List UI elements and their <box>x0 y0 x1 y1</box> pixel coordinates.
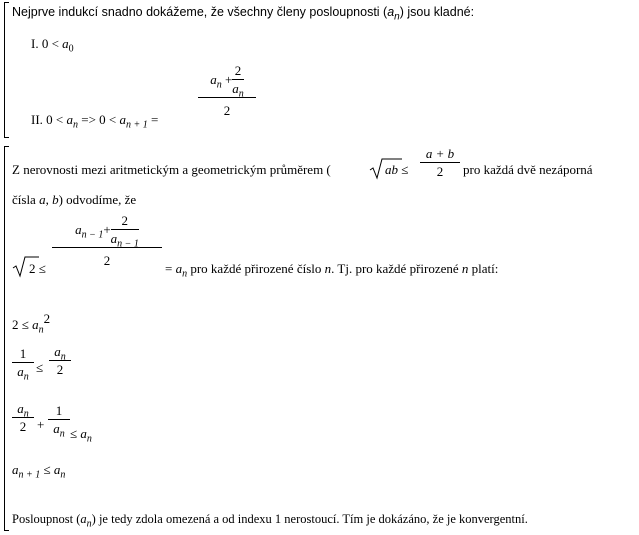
ineq-inner-num: 2 <box>121 213 129 228</box>
section-2-bracket <box>4 146 5 531</box>
conclusion-suffix: ) je tedy zdola omezená a od indexu 1 nerostoucí. Tím je dokázáno, že je konvergentní. <box>91 512 528 526</box>
step-1-sub: 0 <box>68 43 74 55</box>
step-2-num-sub: n <box>216 79 222 91</box>
r2-left-fraction <box>12 346 34 383</box>
ineq-text-b: . Tj. pro každé přirozené <box>331 261 462 276</box>
step-2-num-var: a <box>210 72 217 87</box>
step-1 <box>31 36 74 55</box>
r4-sub: n + 1 <box>18 469 41 481</box>
conclusion-prefix: Posloupnost ( <box>12 512 81 526</box>
r3-num2: 1 <box>55 403 63 418</box>
r3-num-sub: n <box>23 408 29 420</box>
ineq-num-plus: + <box>103 222 111 237</box>
step-1-label: I. 0 < <box>31 36 63 51</box>
ineq-fraction-denominator: 2 <box>103 253 111 268</box>
step-2-fraction-denominator: 2 <box>223 103 231 118</box>
r2-den-var: a <box>17 364 24 379</box>
intro-var: a <box>387 5 395 19</box>
sqrt-ab-arg: ab <box>385 162 398 177</box>
ineq-text-a: pro každé přirozené číslo <box>187 261 325 276</box>
step-2-inner-fraction <box>232 63 244 100</box>
conclusion-sub: n <box>86 518 92 530</box>
line-1-prefix: Z nerovnosti mezi aritmetickým a geometrickým průměrem ( <box>12 162 331 177</box>
ineq-leq: ≤ <box>35 261 46 276</box>
r3-den: 2 <box>19 419 27 434</box>
step-2-inner-den-var: a <box>232 81 239 96</box>
r1-var: a <box>32 317 39 332</box>
r3-plus: + <box>37 417 45 432</box>
line-2-a: čísla <box>12 192 40 207</box>
intro-suffix: ) jsou kladné: <box>399 5 475 19</box>
line-2-var-b: b <box>52 192 59 207</box>
r2-rden: 2 <box>56 362 64 377</box>
conclusion <box>12 512 528 530</box>
step-1-var: a <box>62 36 69 51</box>
r3-rsub: n <box>86 433 92 445</box>
ineq-num-sub: n − 1 <box>81 229 104 241</box>
sqrt-2-arg: 2 <box>29 261 36 276</box>
section-2-line-2 <box>12 193 136 206</box>
intro-prefix: Nejprve indukcí snadno dokážeme, že všechny členy posloupnosti ( <box>12 5 388 19</box>
r3-rvar: a <box>80 426 87 441</box>
ineq-var-n2: n <box>461 261 469 276</box>
line-2-comma: , <box>45 192 53 207</box>
step-2-inner-num: 2 <box>234 63 242 78</box>
r1-lhs: 2 ≤ <box>12 317 33 332</box>
r3-den2-var: a <box>53 421 60 436</box>
r4-leq: ≤ <box>40 462 54 477</box>
r3-second-fraction <box>48 403 70 440</box>
r1-sup: 2 <box>43 311 51 326</box>
ineq-var-n: n <box>324 261 332 276</box>
section-2-line-1 <box>12 163 331 176</box>
r2-rnum-sub: n <box>60 351 66 363</box>
ineq-eq: = <box>165 261 176 276</box>
step-2-label: II. 0 < <box>31 112 67 127</box>
intro-text <box>12 5 475 23</box>
r2-right-fraction <box>49 345 71 376</box>
step-2-var-b: a <box>119 112 126 127</box>
ineq-inner-den-sub: n − 1 <box>117 238 139 250</box>
step-2-fraction <box>198 64 256 117</box>
ineq-text-c: platí: <box>468 261 499 276</box>
r3-tail <box>70 426 92 445</box>
line-1-suffix: pro každá dvě nezáporná <box>463 162 593 177</box>
step-2-inner-den-sub: n <box>238 88 244 100</box>
step-2-implies: => 0 < <box>78 112 120 127</box>
r2-num: 1 <box>19 346 27 361</box>
line-2-var-a: a <box>39 192 46 207</box>
r2-leq: ≤ <box>36 360 44 375</box>
line-2-suffix: ) odvodíme, že <box>58 192 137 207</box>
ineq-inner-den-var: a <box>110 231 118 246</box>
section-1-bracket <box>4 2 5 138</box>
ineq-res-var: a <box>175 261 183 276</box>
result-4 <box>12 462 66 481</box>
conclusion-var: a <box>80 512 87 526</box>
step-2-var-a: a <box>66 112 73 127</box>
r3-first-fraction <box>12 402 34 433</box>
r2-den-sub: n <box>23 371 29 383</box>
ineq-res-sub: n <box>182 268 188 280</box>
am-gm-den: 2 <box>436 164 444 179</box>
r3-leq: ≤ <box>70 426 81 441</box>
intro-sub: n <box>394 11 400 23</box>
r4-var: a <box>12 462 19 477</box>
am-gm-num: a + b <box>425 146 455 161</box>
step-2-sub-b: n + 1 <box>126 119 148 131</box>
ineq-fraction-numerator <box>75 213 139 250</box>
am-gm-fraction <box>420 147 460 178</box>
ineq-tail <box>165 261 499 280</box>
r3-den2-sub: n <box>59 428 65 440</box>
step-2-fraction-numerator <box>210 63 244 100</box>
ineq-inner-fraction <box>110 213 139 250</box>
result-1 <box>12 311 51 336</box>
step-2-sub-a: n <box>73 119 78 131</box>
am-gm-leq: ≤ <box>398 162 409 177</box>
r4-rsub: n <box>60 469 66 481</box>
step-2-num-plus: + <box>221 72 233 87</box>
ineq-fraction <box>52 214 162 267</box>
r4-rvar: a <box>53 462 61 477</box>
r2-rnum-var: a <box>54 344 61 359</box>
r1-sub: n <box>38 324 44 336</box>
ineq-num-var: a <box>75 222 82 237</box>
step-2 <box>31 112 159 131</box>
r3-num-var: a <box>17 401 24 416</box>
step-2-eq: = <box>147 112 159 127</box>
